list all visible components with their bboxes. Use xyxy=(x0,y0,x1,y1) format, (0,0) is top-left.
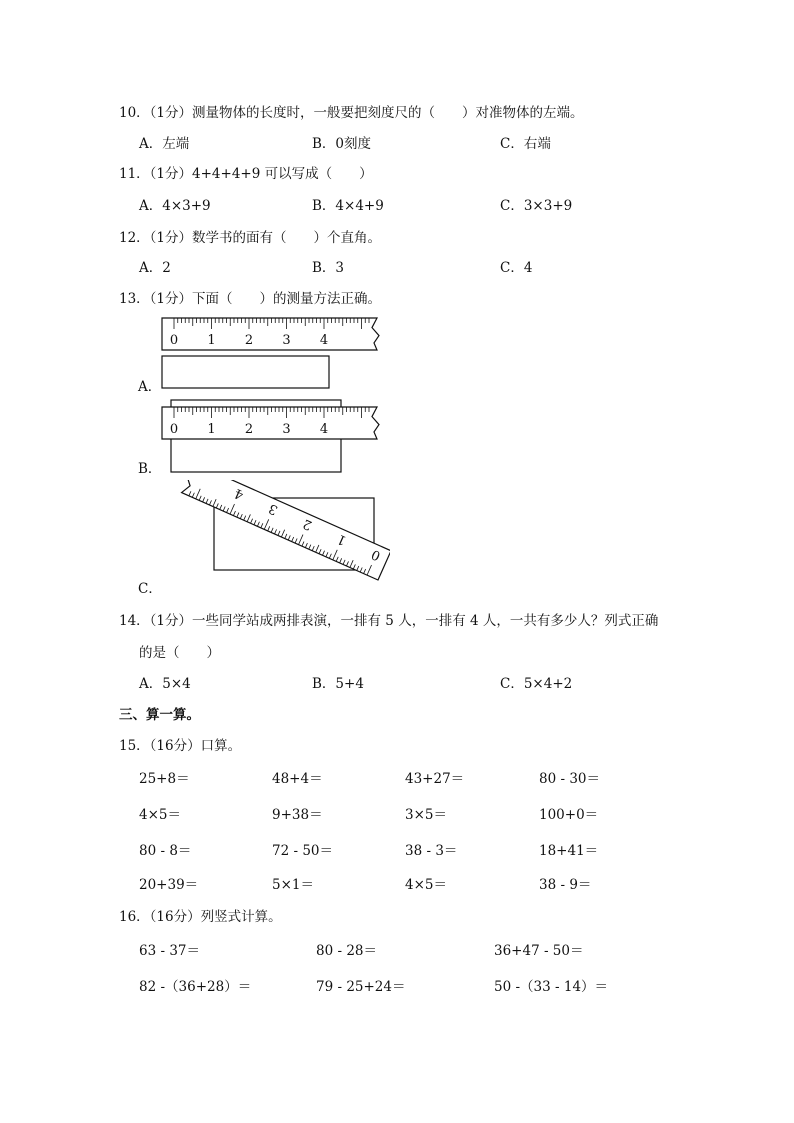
q16-item: 80 - 28＝ xyxy=(316,943,378,959)
ruler-number: 1 xyxy=(335,530,349,548)
q14-option-c: C．5×4+2 xyxy=(500,676,573,692)
q10-option-b: B．0刻度 xyxy=(312,136,372,152)
q15-item: 100+0＝ xyxy=(539,807,599,823)
q15-item: 3×5＝ xyxy=(405,807,447,823)
q13-figure-c xyxy=(150,480,390,595)
q15-item: 38 - 3＝ xyxy=(405,843,458,859)
q11-option-a: A．4×3+9 xyxy=(139,198,211,214)
q15-item: 5×1＝ xyxy=(272,877,314,893)
q14-option-b: B．5+4 xyxy=(312,676,364,692)
q15-item: 38 - 9＝ xyxy=(539,877,592,893)
q13-option-a: A． xyxy=(138,379,162,395)
ruler-number: 2 xyxy=(244,422,254,437)
ruler-number: 2 xyxy=(244,333,254,348)
q13-option-b: B． xyxy=(138,461,162,477)
q15-stem: 15．（16分）口算。 xyxy=(119,738,242,754)
q15-item: 25+8＝ xyxy=(139,771,190,787)
ruler-number: 3 xyxy=(282,333,291,348)
q15-item: 18+41＝ xyxy=(539,843,599,859)
ruler-number: 4 xyxy=(232,485,246,503)
q16-item: 50 -（33 - 14）＝ xyxy=(494,979,609,995)
q11-stem: 11．（1分）4+4+4+9 可以写成（ ） xyxy=(119,166,373,182)
ruler-a xyxy=(162,318,379,350)
q15-item: 43+27＝ xyxy=(405,771,465,787)
q14-stem-line2: 的是（ ） xyxy=(139,645,220,661)
ruler-number: 1 xyxy=(207,333,216,348)
measured-object-a xyxy=(162,356,329,388)
q14-stem-line1: 14．（1分）一些同学站成两排表演，一排有 5 人，一排有 4 人，一共有多少人？列式正确 xyxy=(119,613,659,629)
ruler-number: 2 xyxy=(300,515,315,533)
ruler-b xyxy=(162,407,379,439)
q13-stem: 13．（1分）下面（ ）的测量方法正确。 xyxy=(119,291,382,307)
q13-figure-b xyxy=(150,394,390,476)
ruler-number: 0 xyxy=(369,546,384,564)
q15-item: 80 - 8＝ xyxy=(139,843,192,859)
q15-item: 9+38＝ xyxy=(272,807,323,823)
q15-item: 80 - 30＝ xyxy=(539,771,601,787)
q16-item: 79 - 25+24＝ xyxy=(316,979,406,995)
q12-option-a: A．2 xyxy=(139,260,171,276)
ruler-number: 4 xyxy=(319,422,329,437)
ruler-c xyxy=(180,480,390,580)
q16-item: 63 - 37＝ xyxy=(139,943,201,959)
q15-item: 20+39＝ xyxy=(139,877,199,893)
q12-option-b: B．3 xyxy=(312,260,345,276)
ruler-number: 0 xyxy=(169,422,179,437)
ruler-number: 1 xyxy=(207,422,216,437)
ruler-number: 0 xyxy=(169,333,179,348)
q14-option-a: A．5×4 xyxy=(139,676,191,692)
q11-option-c: C．3×3+9 xyxy=(500,198,573,214)
ruler-number: 3 xyxy=(266,500,281,518)
q13-figure-a xyxy=(150,312,390,392)
q15-item: 72 - 50＝ xyxy=(272,843,334,859)
q10-stem: 10．（1分）测量物体的长度时，一般要把刻度尺的（ ）对准物体的左端。 xyxy=(119,105,584,121)
q15-item: 4×5＝ xyxy=(139,807,181,823)
q11-option-b: B．4×4+9 xyxy=(312,198,384,214)
q10-option-a: A．左端 xyxy=(139,136,190,152)
q12-option-c: C．4 xyxy=(500,260,533,276)
q16-item: 36+47 - 50＝ xyxy=(494,943,584,959)
q16-item: 82 -（36+28）＝ xyxy=(139,979,252,995)
q12-stem: 12．（1分）数学书的面有（ ）个直角。 xyxy=(119,230,382,246)
q15-item: 48+4＝ xyxy=(272,771,323,787)
q10-option-c: C．右端 xyxy=(500,136,551,152)
q16-stem: 16．（16分）列竖式计算。 xyxy=(119,909,282,925)
ruler-number: 3 xyxy=(282,422,291,437)
q15-item: 4×5＝ xyxy=(405,877,447,893)
q13-option-c: C． xyxy=(138,581,162,597)
ruler-number: 4 xyxy=(319,333,329,348)
section-title: 三、算一算。 xyxy=(119,707,200,723)
